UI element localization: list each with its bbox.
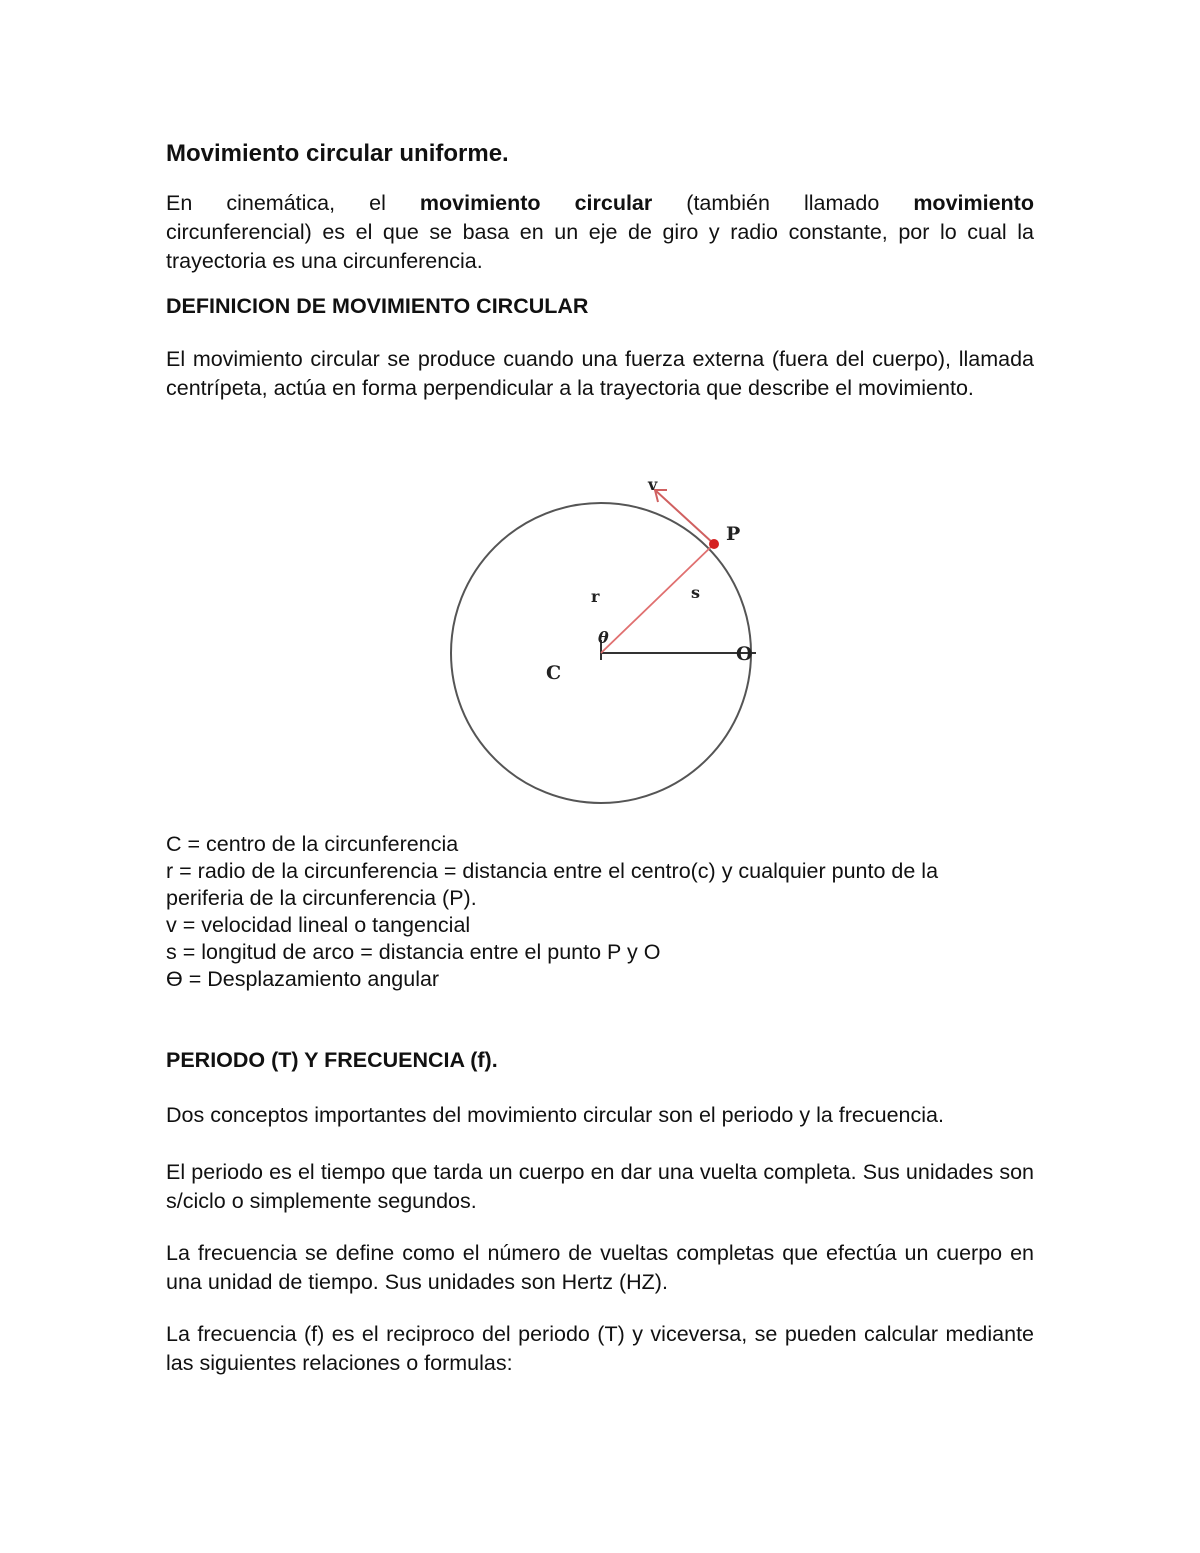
frecuencia-paragraph: La frecuencia se define como el número de vueltas completas que efectúa un cuerpo en una unidad de tiempo. Sus unidades son Hertz (HZ). [166,1241,1034,1294]
label-s: s [691,583,701,602]
reciproco-paragraph: La frecuencia (f) es el reciproco del periodo (T) y viceversa, se pueden calcular mediante las siguientes relaciones o formulas: [166,1322,1034,1375]
term-movimiento: movimiento [913,191,1034,215]
point-p [709,539,719,549]
conceptos-paragraph: Dos conceptos importantes del movimiento circular son el periodo y la frecuencia. [166,1103,944,1127]
legend-line: C = centro de la circunferencia [166,832,459,856]
page-title: Movimiento circular uniforme. [166,140,509,167]
label-c: C [546,662,562,684]
legend-line: r = radio de la circunferencia = distancia entre el centro(c) y cualquier punto de la [166,859,939,883]
intro-rest: circunferencial) es el que se basa en un eje de giro y radio constante, por lo cual la trayectoria es una circunferencia. [166,220,1034,273]
label-p: P [726,523,741,545]
section-heading-definicion: DEFINICION DE MOVIMIENTO CIRCULAR [166,294,589,318]
periodo-paragraph: El periodo es el tiempo que tarda un cuerpo en dar una vuelta completa. Sus unidades son s/ciclo o simplemente segundos. [166,1160,1034,1213]
intro-paragraph [166,189,1034,276]
intro-first-line: En cinemática, el movimiento circular (también llamado movimiento [166,191,1034,215]
label-theta: θ [598,628,609,647]
legend-line: v = velocidad lineal o tangencial [166,913,471,937]
diagram-legend [166,831,1034,993]
section-heading-periodo-frecuencia: PERIODO (T) Y FRECUENCIA (f). [166,1048,498,1072]
label-r: r [591,587,600,606]
label-v: v [648,475,658,494]
legend-line: periferia de la circunferencia (P). [166,886,477,910]
circular-motion-diagram [446,450,806,825]
diagram-svg [446,450,806,820]
label-o: O [736,643,753,665]
definicion-paragraph: El movimiento circular se produce cuando una fuerza externa (fuera del cuerpo), llamada centrípeta, actúa en forma perpendicular a la trayectoria que describe el movimiento. [166,347,1034,400]
legend-line: Ө = Desplazamiento angular [166,967,440,991]
term-movimiento-circular: movimiento circular [419,191,653,215]
legend-line: s = longitud de arco = distancia entre el punto P y O [166,940,661,964]
